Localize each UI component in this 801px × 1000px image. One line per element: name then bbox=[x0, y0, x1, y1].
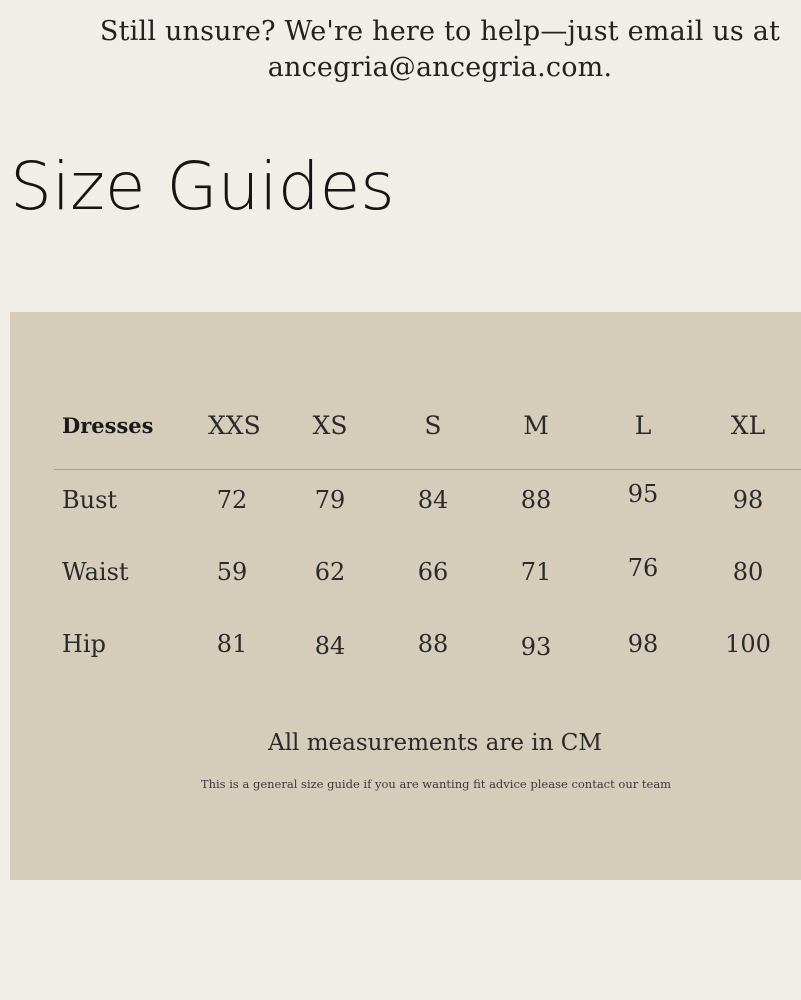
table-cell: 72 bbox=[216, 486, 248, 514]
table-cell: 80 bbox=[732, 558, 764, 586]
table-cell: 88 bbox=[520, 486, 552, 514]
page-title: Size Guides bbox=[10, 148, 395, 225]
header-divider bbox=[54, 469, 801, 470]
size-table bbox=[54, 408, 801, 662]
table-cell: 84 bbox=[417, 486, 449, 514]
table-cell: 100 bbox=[725, 630, 771, 658]
table-cell: 71 bbox=[520, 558, 552, 586]
size-header: XXS bbox=[208, 411, 261, 440]
table-cell: 98 bbox=[732, 486, 764, 514]
help-message bbox=[0, 14, 801, 86]
category-label: Dresses bbox=[62, 413, 154, 438]
size-guide-panel bbox=[10, 312, 801, 880]
help-line: Still unsure? We're here to help—just email us at bbox=[99, 16, 781, 47]
size-header: XS bbox=[312, 411, 348, 440]
table-cell: 84 bbox=[314, 632, 346, 660]
fit-advice-note: This is a general size guide if you are wanting fit advice please contact our team bbox=[200, 777, 672, 791]
table-cell: 93 bbox=[520, 633, 552, 661]
size-header: M bbox=[523, 411, 549, 440]
table-row-waist bbox=[54, 554, 801, 590]
units-note: All measurements are in CM bbox=[268, 730, 602, 756]
size-header: S bbox=[424, 411, 442, 440]
table-cell: 79 bbox=[314, 486, 346, 514]
size-header: XL bbox=[730, 411, 766, 440]
row-label: Hip bbox=[62, 630, 106, 658]
help-period: . bbox=[603, 52, 613, 83]
table-row-hip bbox=[54, 626, 801, 662]
email-link[interactable]: ancegria@ancegria.com bbox=[267, 52, 604, 83]
table-cell: 62 bbox=[314, 558, 346, 586]
table-cell: 81 bbox=[216, 630, 248, 658]
table-cell: 59 bbox=[216, 558, 248, 586]
row-label: Waist bbox=[62, 558, 129, 586]
table-cell: 76 bbox=[627, 554, 659, 582]
table-cell: 95 bbox=[627, 480, 659, 508]
help-email-line bbox=[0, 50, 801, 86]
table-cell: 88 bbox=[417, 630, 449, 658]
table-header-row bbox=[54, 408, 801, 444]
table-cell: 98 bbox=[627, 630, 659, 658]
table-row-bust bbox=[54, 482, 801, 518]
row-label: Bust bbox=[62, 486, 118, 514]
size-header: L bbox=[634, 411, 652, 440]
table-cell: 66 bbox=[417, 558, 449, 586]
